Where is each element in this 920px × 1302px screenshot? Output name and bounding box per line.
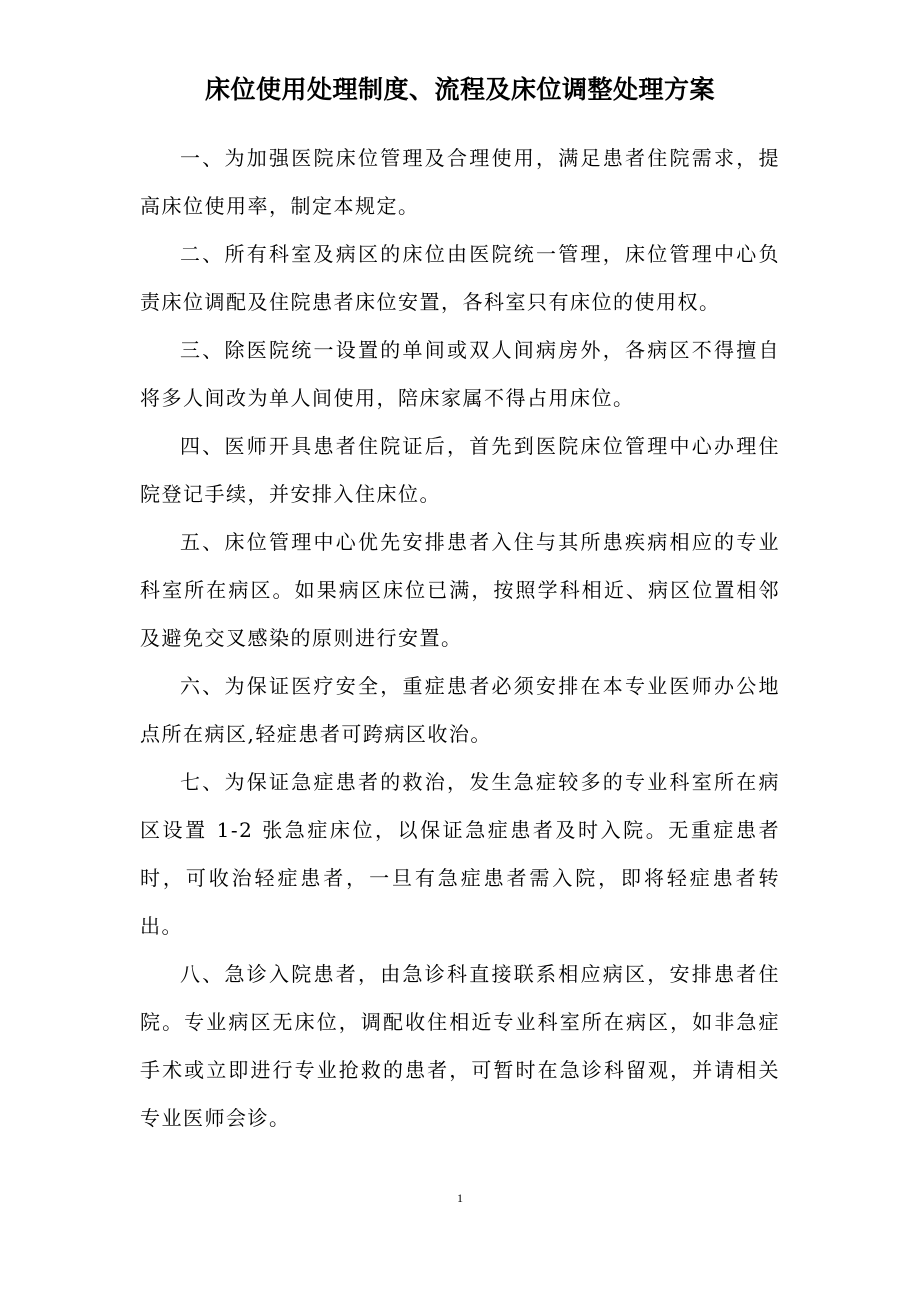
- document-title: 床位使用处理制度、流程及床位调整处理方案: [204, 75, 715, 104]
- page-number: 1: [457, 1191, 463, 1205]
- paragraph-5: 五、床位管理中心优先安排患者入住与其所患疾病相应的专业科室所在病区。如果病区床位已满，按照学科相近、病区位置相邻及避免交叉感染的原则进行安置。: [140, 530, 780, 650]
- paragraph-7: 七、为保证急症患者的救治，发生急症较多的专业科室所在病区设置 1-2 张急症床位，以保证急症患者及时入院。无重症患者时，可收治轻症患者，一旦有急症患者需入院，即将轻症患者转出。: [140, 770, 780, 938]
- document-body: [140, 134, 780, 1142]
- paragraph-4: 四、医师开具患者住院证后，首先到医院床位管理中心办理住院登记手续，并安排入住床位。: [140, 434, 780, 506]
- paragraph-1: 一、为加强医院床位管理及合理使用，满足患者住院需求，提高床位使用率，制定本规定。: [140, 146, 780, 218]
- paragraph-2: 二、所有科室及病区的床位由医院统一管理，床位管理中心负责床位调配及住院患者床位安置，各科室只有床位的使用权。: [140, 242, 780, 314]
- paragraph-3: 三、除医院统一设置的单间或双人间病房外，各病区不得擅自将多人间改为单人间使用，陪床家属不得占用床位。: [140, 338, 780, 410]
- paragraph-8: 八、急诊入院患者，由急诊科直接联系相应病区，安排患者住院。专业病区无床位，调配收住相近专业科室所在病区，如非急症手术或立即进行专业抢救的患者，可暂时在急诊科留观，并请相关专业医师会诊。: [140, 962, 780, 1130]
- paragraph-6: 六、为保证医疗安全，重症患者必须安排在本专业医师办公地点所在病区,轻症患者可跨病区收治。: [140, 674, 780, 746]
